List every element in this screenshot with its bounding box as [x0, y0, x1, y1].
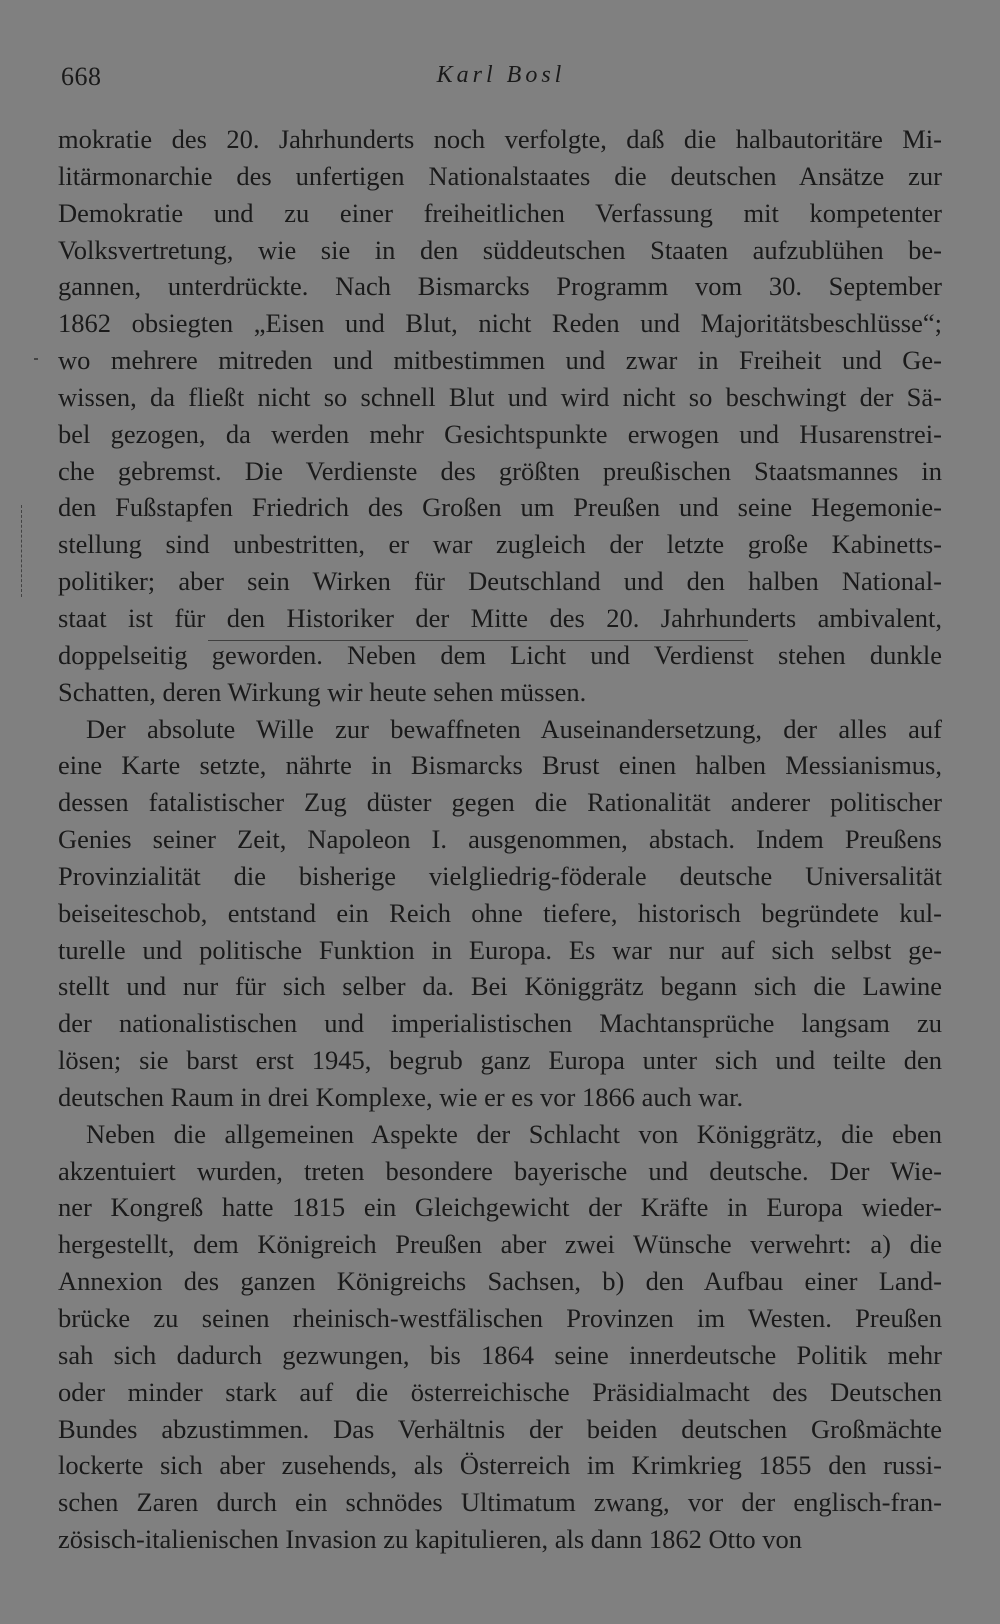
text-line: lösen; sie barst erst 1945, begrub ganz Europa unter sich und teilte den: [58, 1045, 942, 1076]
text-line: stellung sind unbestritten, er war zugleich der letzte große Kabinetts-: [58, 529, 942, 560]
text-line: wissen, da fließt nicht so schnell Blut und wird nicht so beschwingt der Sä-: [58, 381, 942, 412]
text-line: oder minder stark auf die österreichische Präsidialmacht des Deutschen: [58, 1376, 942, 1407]
text-line: Genies seiner Zeit, Napoleon I. ausgenommen, abstach. Indem Preußens: [58, 824, 942, 855]
text-line: hergestellt, dem Königreich Preußen aber zwei Wünsche verwehrt: a) die: [58, 1229, 942, 1260]
text-line: Der absolute Wille zur bewaffneten Auseinandersetzung, der alles auf: [86, 713, 942, 744]
text-line: Annexion des ganzen Königreichs Sachsen, b) den Aufbau einer Land-: [58, 1266, 942, 1297]
text-line: sah sich dadurch gezwungen, bis 1864 seine innerdeutsche Politik mehr: [58, 1339, 942, 1370]
text-line: ner Kongreß hatte 1815 ein Gleichgewicht der Kräfte in Europa wieder-: [58, 1192, 942, 1223]
text-line: lockerte sich aber zusehends, als Österreich im Krimkrieg 1855 den russi-: [58, 1450, 942, 1481]
text-line: dessen fatalistischer Zug düster gegen die Rationalität anderer politischer: [58, 787, 942, 818]
paragraph: [58, 121, 942, 711]
margin-mark-dot: [34, 358, 38, 360]
text-line: wo mehrere mitreden und mitbestimmen und zwar in Freiheit und Ge-: [58, 345, 942, 376]
page-header: [61, 62, 941, 98]
text-line: litärmonarchie des unfertigen Nationalstaates die deutschen Ansätze zur: [58, 160, 942, 191]
text-line: eine Karte setzte, nährte in Bismarcks Brust einen halben Messianismus,: [58, 750, 942, 781]
text-line: staat ist für den Historiker der Mitte des 20. Jahrhunderts ambivalent,: [58, 602, 942, 633]
text-line: beiseiteschob, entstand ein Reich ohne tiefere, historisch begründete kul-: [58, 897, 942, 928]
text-line: mokratie des 20. Jahrhunderts noch verfolgte, daß die halbautoritäre Mi-: [58, 124, 942, 154]
text-line: Volksvertretung, wie sie in den süddeutschen Staaten aufzublühen be-: [58, 234, 942, 265]
running-head-author: Karl Bosl: [436, 62, 566, 88]
text-line: 1862 obsiegten „Eisen und Blut, nicht Reden und Majoritätsbeschlüsse“;: [58, 308, 942, 339]
text-line: politiker; aber sein Wirken für Deutschland und den halben National-: [58, 566, 942, 597]
text-line: Neben die allgemeinen Aspekte der Schlacht von Königgrätz, die eben: [86, 1118, 942, 1149]
text-line: akzentuiert wurden, treten besondere bayerische und deutsche. Der Wie-: [58, 1155, 942, 1186]
margin-mark-line: [21, 505, 23, 597]
text-line: den Fußstapfen Friedrich des Großen um Preußen und seine Hegemonie-: [58, 492, 942, 523]
text-line: zösisch-italienischen Invasion zu kapitulieren, als dann 1862 Otto von: [58, 1524, 803, 1555]
text-line: bel gezogen, da werden mehr Gesichtspunkte erwogen und Husarenstrei-: [58, 418, 942, 449]
text-line: Schatten, deren Wirkung wir heute sehen müssen.: [58, 676, 587, 707]
text-line: brücke zu seinen rheinisch-westfälischen Provinzen im Westen. Preußen: [58, 1303, 942, 1333]
text-line: Bundes abzustimmen. Das Verhältnis der beiden deutschen Großmächte: [58, 1413, 942, 1444]
paragraph: [58, 711, 942, 1116]
body-text: [58, 121, 942, 1558]
text-line: deutschen Raum in drei Komplexe, wie er es vor 1866 auch war.: [58, 1081, 744, 1112]
paragraph: [58, 1116, 942, 1558]
text-line: turelle und politische Funktion in Europa. Es war nur auf sich selbst ge-: [58, 934, 942, 965]
text-line: der nationalistischen und imperialistischen Machtansprüche langsam zu: [58, 1008, 942, 1039]
text-line: che gebremst. Die Verdienste des größten preußischen Staatsmannes in: [58, 455, 942, 486]
text-line: gannen, unterdrückte. Nach Bismarcks Programm vom 30. September: [58, 271, 942, 302]
text-line: Demokratie und zu einer freiheitlichen Verfassung mit kompetenter: [58, 197, 942, 228]
page-number: 668: [61, 62, 102, 91]
text-line: doppelseitig geworden. Neben dem Licht und Verdienst stehen dunkle: [58, 639, 942, 670]
text-line: schen Zaren durch ein schnödes Ultimatum zwang, vor der englisch-fran-: [58, 1487, 942, 1518]
text-line: Provinzialität die bisherige vielgliedrig-föderale deutsche Universalität: [58, 860, 942, 891]
text-line: stellt und nur für sich selber da. Bei Königgrätz begann sich die Lawine: [58, 971, 942, 1002]
